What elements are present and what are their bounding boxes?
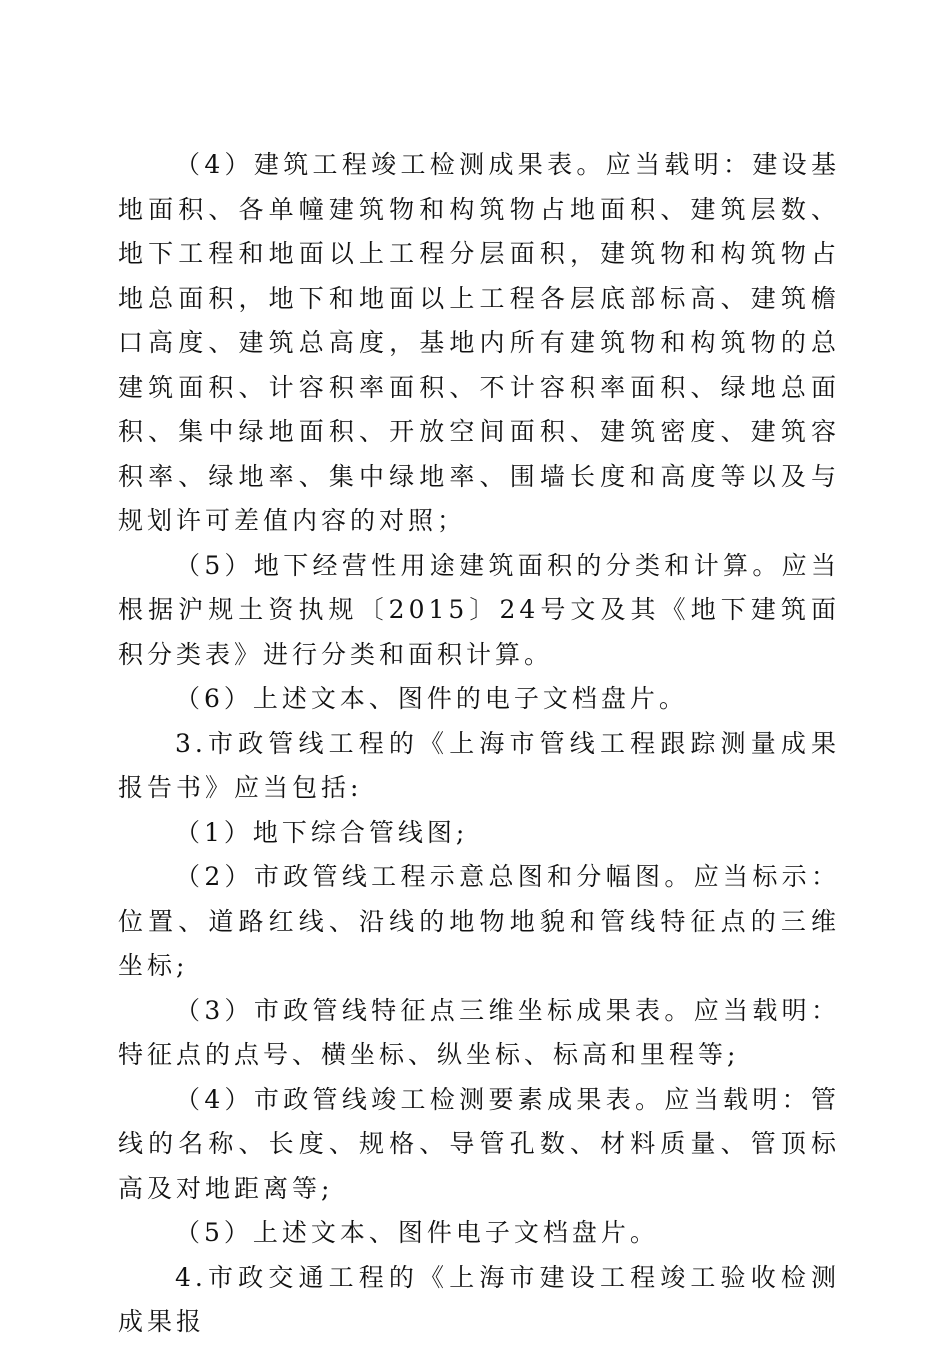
paragraph-pipeline-coordinates-table: （3）市政管线特征点三维坐标成果表。应当载明：特征点的点号、横坐标、纵坐标、标高和里程等; <box>118 995 840 1069</box>
paragraph-electronic-files: （6）上述文本、图件的电子文档盘片。 <box>175 684 688 713</box>
paragraph-pipeline-overview-map: （2）市政管线工程示意总图和分幅图。应当标示：位置、道路红线、沿线的地物地貌和管线特征点的三维坐标; <box>118 862 840 980</box>
paragraph-traffic-report-heading: 4.市政交通工程的《上海市建设工程竣工验收检测成果报 <box>118 1262 840 1336</box>
paragraph-pipeline-elements-table: （4）市政管线竣工检测要素成果表。应当载明：管线的名称、长度、规格、导管孔数、材料质量、管顶标高及对地距离等; <box>118 1084 840 1203</box>
paragraph-pipeline-electronic-files: （5）上述文本、图件电子文档盘片。 <box>175 1218 659 1247</box>
paragraph-building-survey-table: （4）建筑工程竣工检测成果表。应当载明：建设基地面积、各单幢建筑物和构筑物占地面积、建筑层数、地下工程和地面以上工程分层面积，建筑物和构筑物占地总面积，地下和地面以上工程各层底部标高、建筑檐口高度、建筑总高度，基地内所有建筑物和构筑物的总建筑面积、计容积率面积、不计容积率面积、绿地总面积、集中绿地面积、开放空间面积、建筑密度、建筑容积率、绿地率、集中绿地率、围墙长度和高度等以及与规划许可差值内容的对照； <box>118 150 840 535</box>
paragraph-underground-pipeline-map: （1）地下综合管线图; <box>175 817 469 847</box>
paragraph-underground-area-classification: （5）地下经营性用途建筑面积的分类和计算。应当根据沪规土资执规〔2015〕24号文及其《地下建筑面积分类表》进行分类和面积计算。 <box>118 550 840 669</box>
document-body <box>118 143 840 1345</box>
paragraph-pipeline-report-heading: 3.市政管线工程的《上海市管线工程跟踪测量成果报告书》应当包括: <box>118 728 840 802</box>
